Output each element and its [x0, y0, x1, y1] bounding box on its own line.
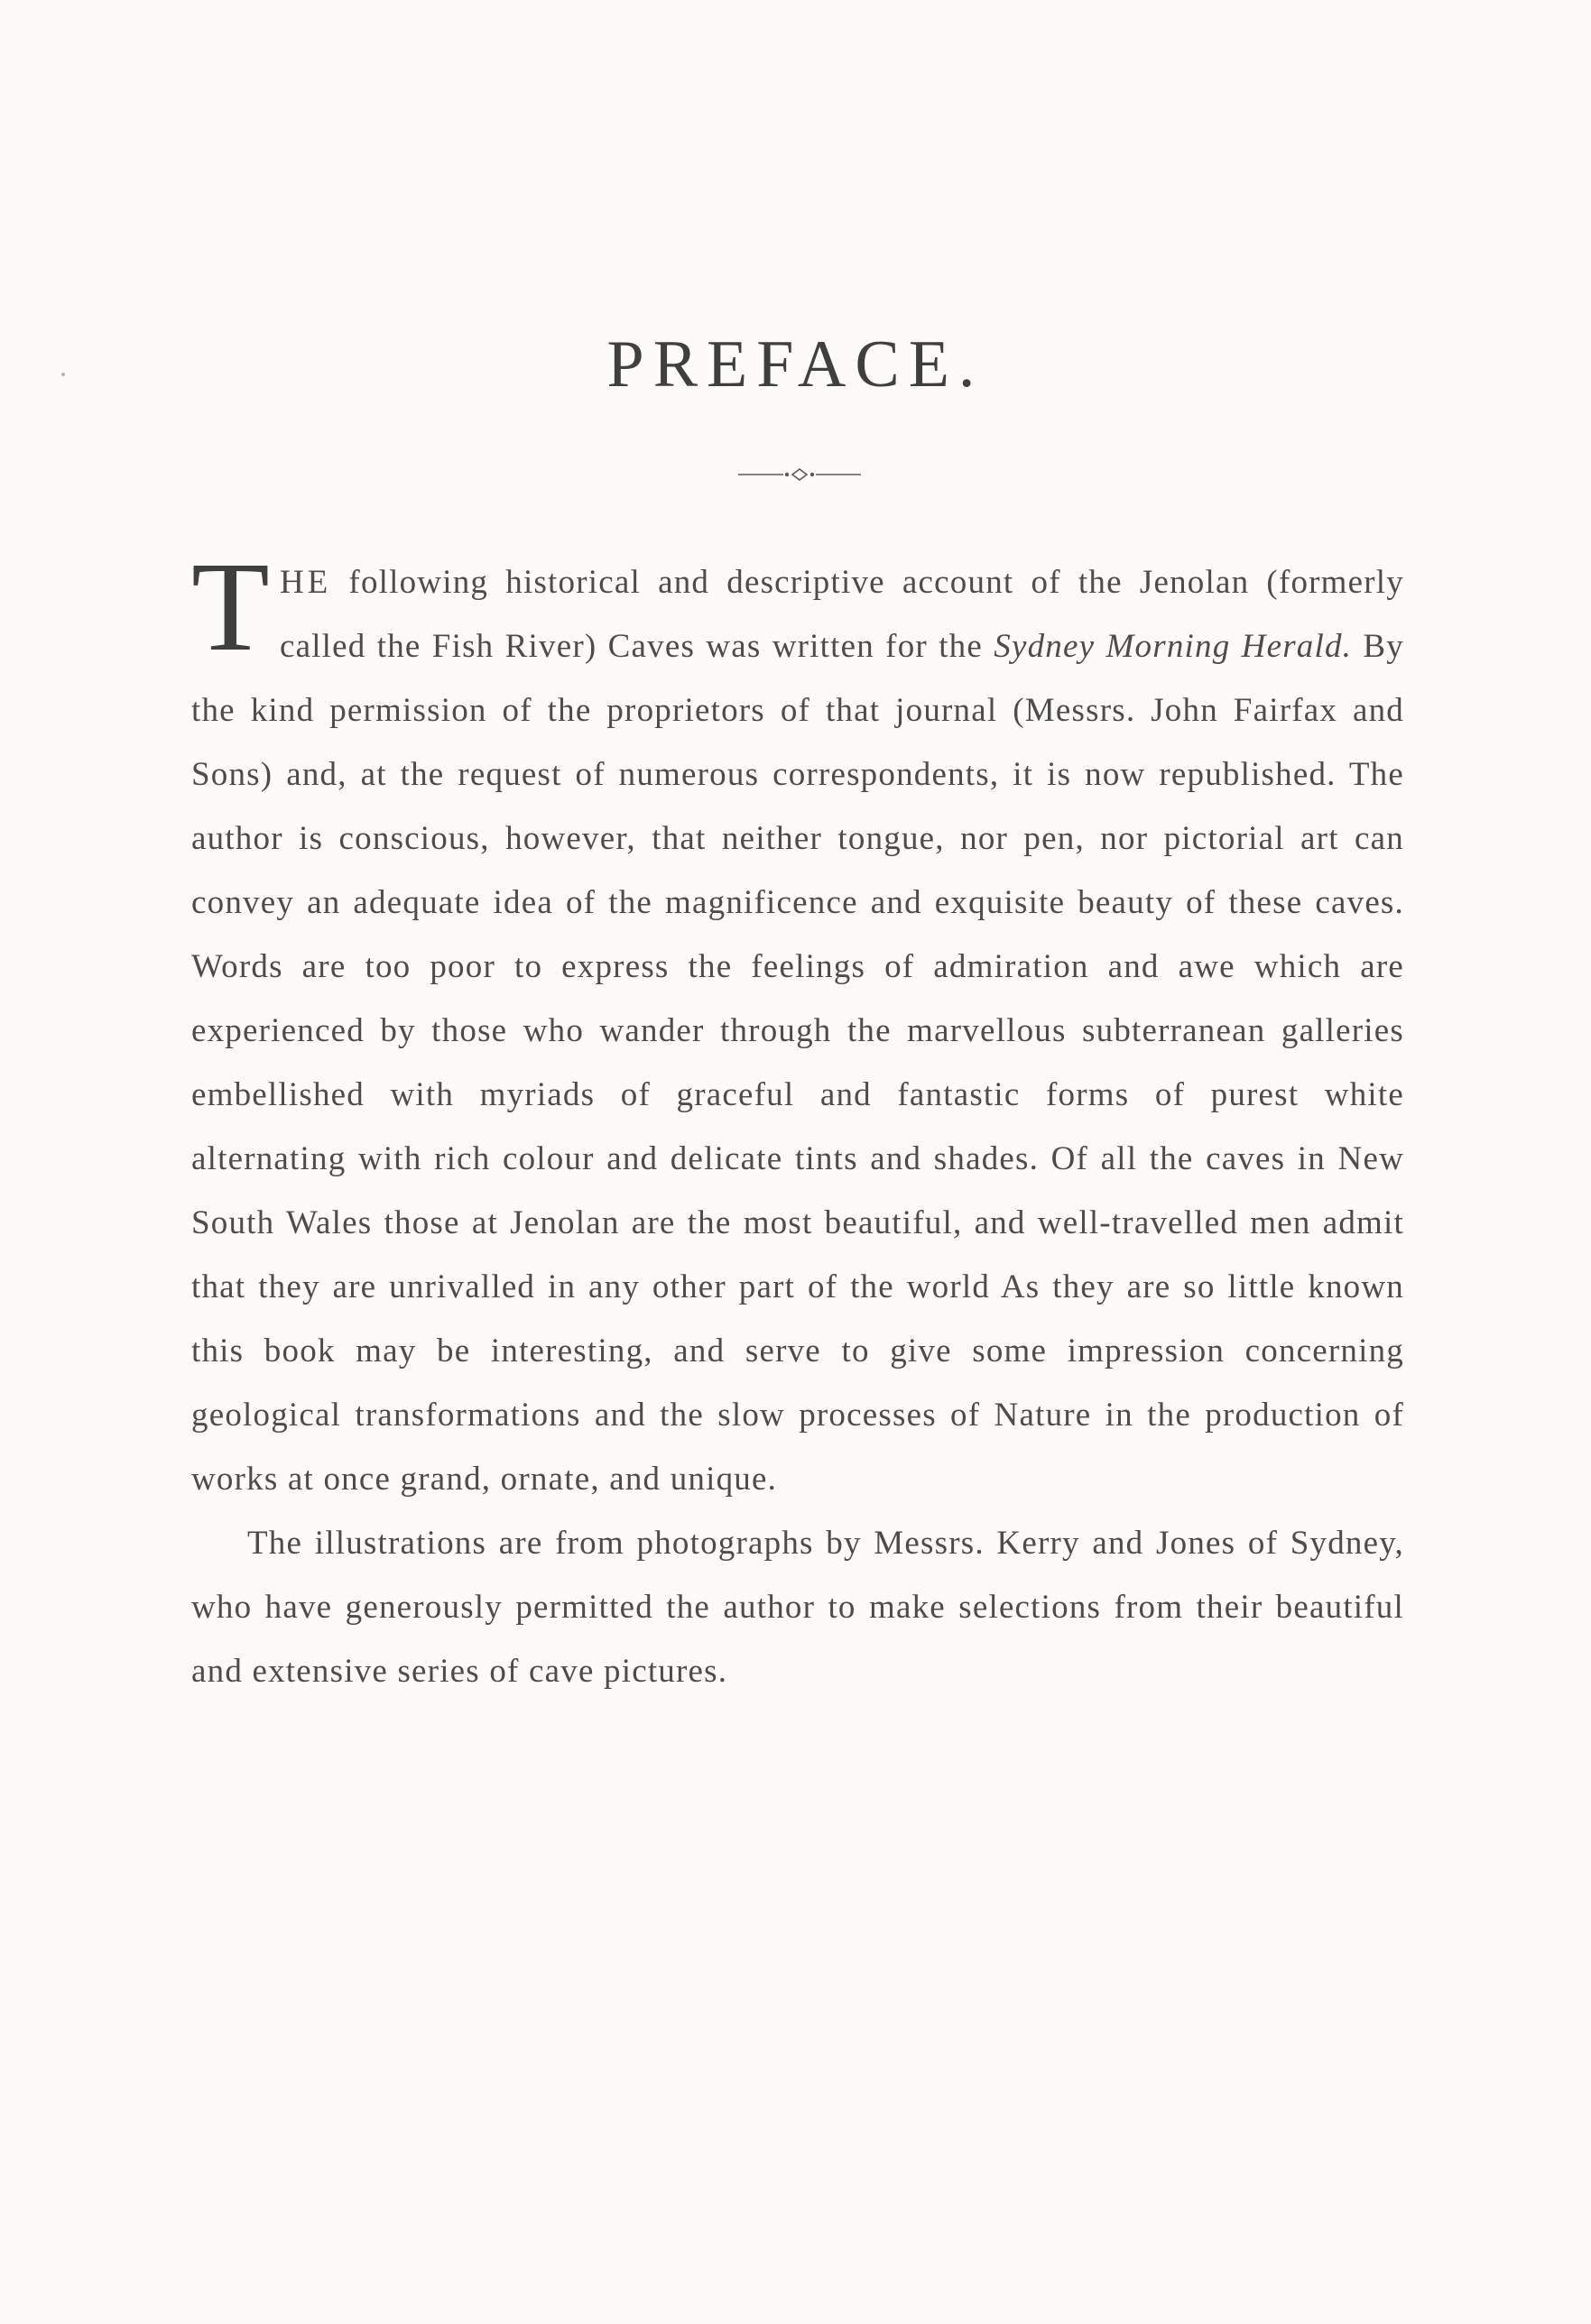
- preface-paragraph-2: The illustrations are from photographs by Messrs. Kerry and Jones of Sydney, who have generously permitted the author to make selections from their beautiful and extensive series of cave pictures.: [191, 1525, 1404, 1690]
- dash-diamond-ornament-icon: [738, 467, 861, 482]
- lead-caps: HE: [279, 564, 332, 601]
- paragraph-1-text-b: By the kind permission of the proprietors of that journal (Messrs. John Fairfax and Sons) and, at the request of numerous correspondents, it is now republished. The author is conscious, however, that neither tongue, nor pen, nor pictorial art can convey an adequate idea of the magnificence and exquisite beauty of these caves. Words are too poor to express the feelings of admiration and awe which are experienced by those who wander through the marvellous subterranean galleries embellished with myriads of graceful and fantastic forms of purest white alternating with rich colour and delicate tints and shades. Of all the caves in New South Wales those at Jenolan are the most beautiful, and well-travelled men admit that they are unrivalled in any other part of the world As they are so little known this book may be interesting, and serve to give some impression concerning geological transformations and the slow processes of Nature in the production of works at once grand, ornate, and unique.: [191, 628, 1404, 1498]
- drop-cap: T: [191, 535, 271, 678]
- page-title: PREFACE.: [606, 327, 985, 401]
- newspaper-title: Sydney Morning Herald.: [994, 628, 1353, 665]
- paragraph-1-text-a: following historical and descriptive account of the Jenolan (formerly called the Fish River) Caves was written for the: [279, 564, 1404, 665]
- preface-paragraph-1: [191, 535, 1404, 1511]
- preface-body: [191, 535, 1404, 1703]
